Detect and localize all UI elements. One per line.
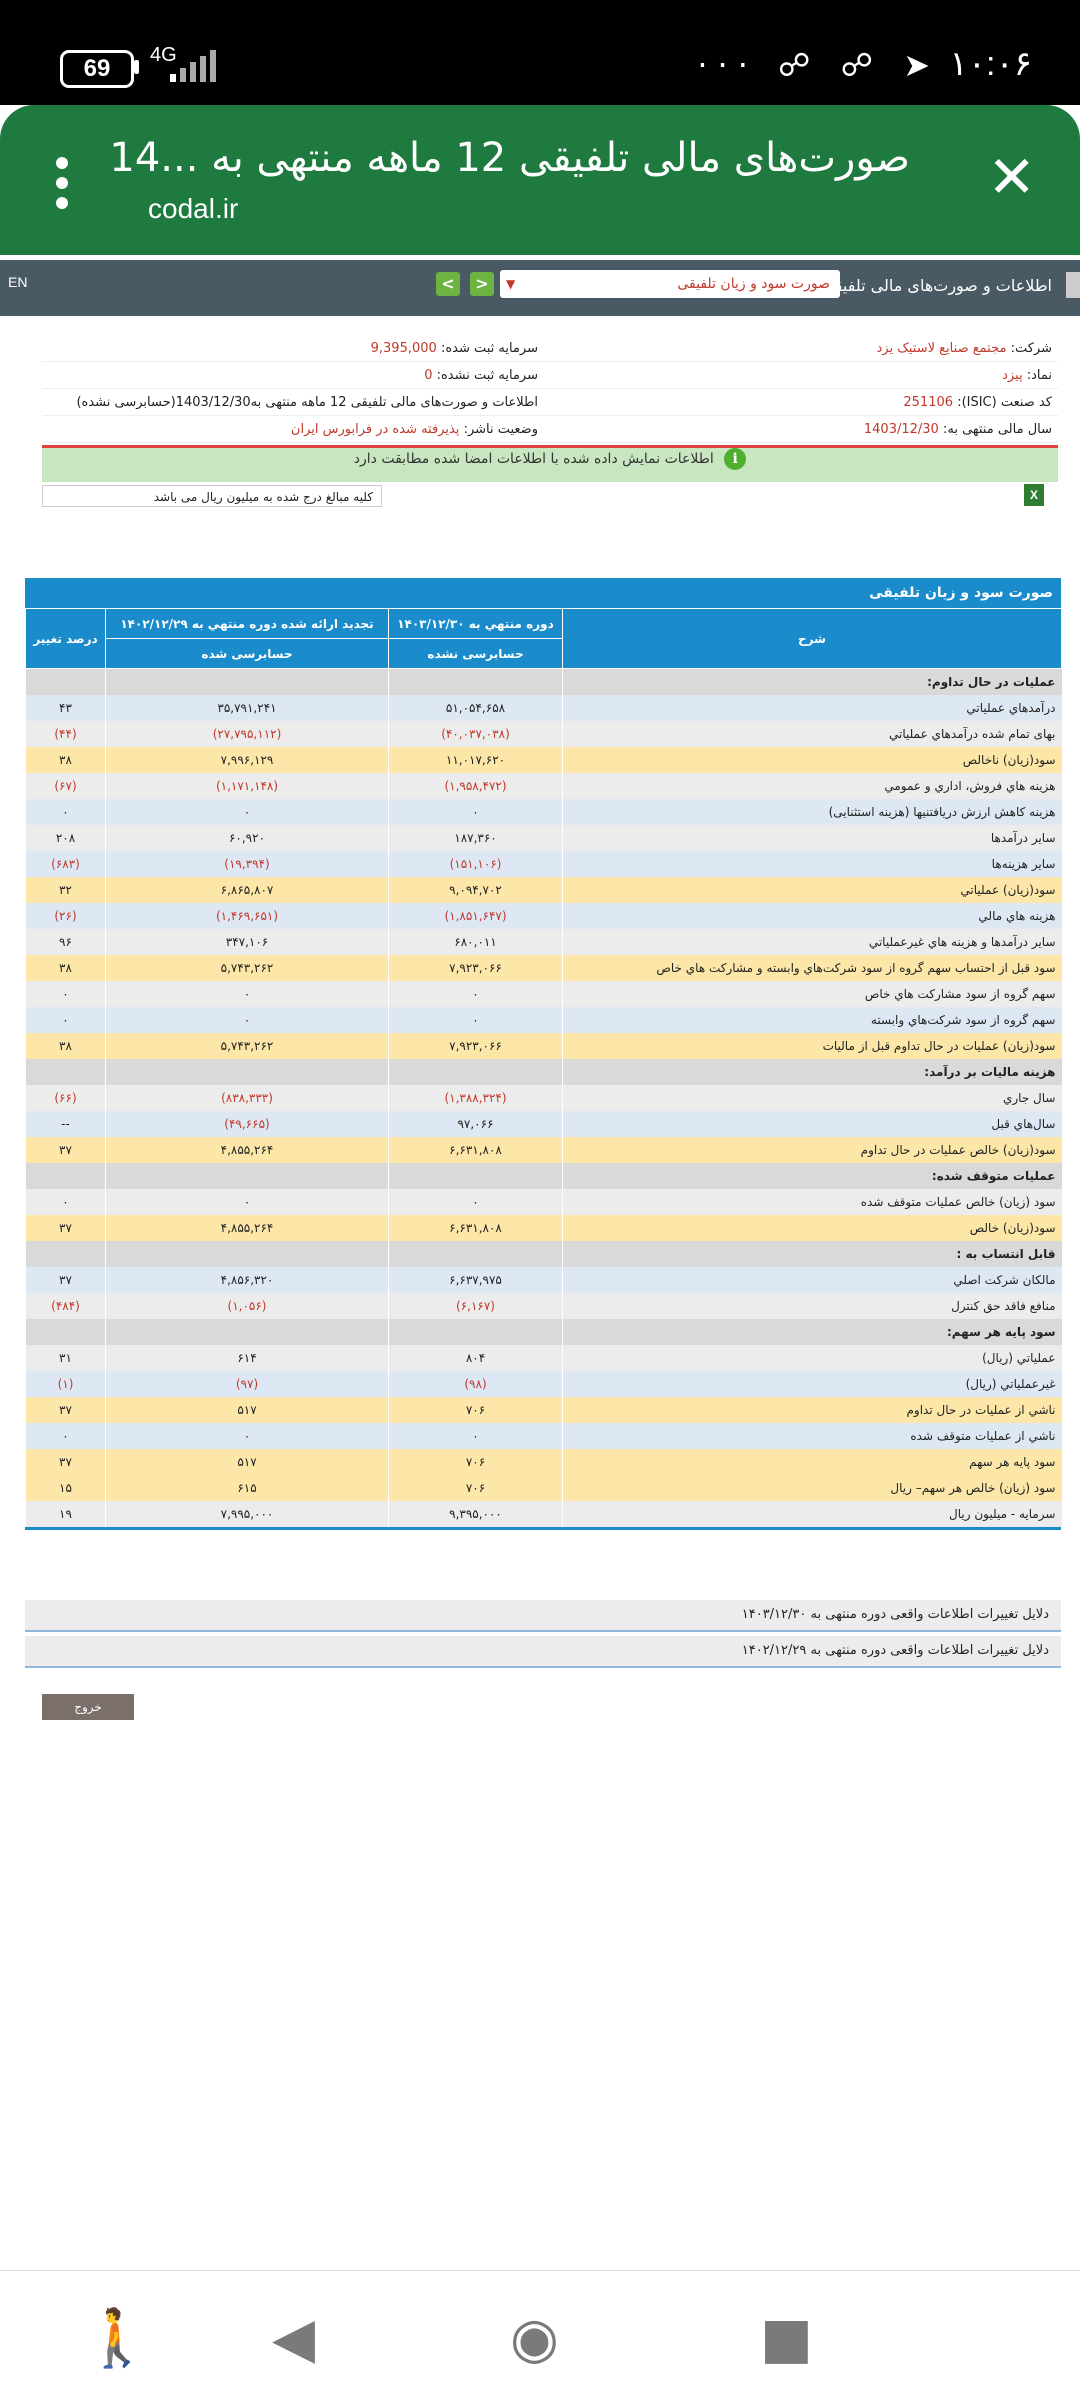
row-prior: ۶۱۴ (106, 1345, 389, 1371)
row-change: ۳۱ (26, 1345, 106, 1371)
reason-row[interactable]: دلایل تغییرات اطلاعات واقعی دوره منتهی به ۱۴۰۳/۱۲/۳۰ (25, 1600, 1061, 1632)
reason-row[interactable]: دلایل تغییرات اطلاعات واقعی دوره منتهی به ۱۴۰۲/۱۲/۲۹ (25, 1636, 1061, 1668)
capital-unreg-label: سرمایه ثبت نشده: (436, 368, 538, 383)
prev-report-button[interactable]: < (436, 272, 460, 296)
row-current: ۷,۹۲۳,۰۶۶ (389, 1033, 563, 1059)
header-audit-prior: حسابرسی شده (106, 639, 389, 669)
more-menu-icon[interactable] (52, 157, 72, 221)
verified-text: اطلاعات نمایش داده شده با اطلاعات امضا شده مطابقت دارد (353, 451, 714, 467)
chevron-down-icon: ▼ (506, 277, 516, 291)
header-period: دوره منتهي به ۱۴۰۳/۱۲/۳۰ (389, 609, 563, 639)
row-current: ۹,۳۹۵,۰۰۰ (389, 1501, 563, 1527)
row-label: سود(زيان) عملياتي (563, 877, 1062, 903)
print-icon[interactable] (1066, 272, 1080, 298)
row-prior: (۱,۱۷۱,۱۴۸) (106, 773, 389, 799)
row-current: ۷۰۶ (389, 1397, 563, 1423)
exit-button[interactable]: خروج (42, 1694, 134, 1720)
row-label: سود(زيان) عمليات در حال تداوم قبل از ماليات (563, 1033, 1062, 1059)
table-row (26, 955, 1062, 981)
row-current (389, 1241, 563, 1267)
row-prior (106, 1241, 389, 1267)
row-label: سهم گروه از سود مشارکت هاي خاص (563, 981, 1062, 1007)
row-current: ۹۷,۰۶۶ (389, 1111, 563, 1137)
info-icon: i (724, 448, 746, 470)
row-current: ۹,۰۹۴,۷۰۲ (389, 877, 563, 903)
clock: ۱۰:۰۶ (949, 45, 1032, 83)
row-current: ۱۱,۰۱۷,۶۲۰ (389, 747, 563, 773)
row-prior: ۶۰,۹۲۰ (106, 825, 389, 851)
report-select[interactable] (500, 270, 840, 298)
row-prior: ۵۱۷ (106, 1397, 389, 1423)
header-prior: تجدید ارائه شده دوره منتهي به ۱۴۰۲/۱۲/۲۹ (106, 609, 389, 639)
close-icon[interactable]: ✕ (987, 143, 1036, 211)
row-label: سود (زيان) خالص عمليات متوقف شده (563, 1189, 1062, 1215)
row-current: (۹۸) (389, 1371, 563, 1397)
capital-reg-value: 9,395,000 (370, 341, 437, 356)
row-current: (۴۰,۰۳۷,۰۳۸) (389, 721, 563, 747)
table-row (26, 773, 1062, 799)
table-row (26, 1111, 1062, 1137)
row-current: ۷,۹۲۳,۰۶۶ (389, 955, 563, 981)
row-change: (۶۷) (26, 773, 106, 799)
row-label: هزینه مالیات بر درآمد: (563, 1059, 1062, 1085)
row-current (389, 1319, 563, 1345)
table-row (26, 929, 1062, 955)
publisher-label: وضعیت ناشر: (463, 422, 538, 437)
row-label: منافع فاقد حق کنترل (563, 1293, 1062, 1319)
row-label: سود(زيان) ناخالص (563, 747, 1062, 773)
table-row (26, 747, 1062, 773)
row-prior: ۰ (106, 1007, 389, 1033)
row-change: ۳۲ (26, 877, 106, 903)
next-report-button[interactable]: > (470, 272, 494, 296)
page-title: صورت‌های مالی تلفیقی 12 ماهه منتهی به ...14 (109, 135, 910, 181)
table-row (26, 903, 1062, 929)
row-label: سال جاري (563, 1085, 1062, 1111)
row-label: عملیات متوقف شده: (563, 1163, 1062, 1189)
row-prior (106, 669, 389, 696)
header-audit-current: حسابرسی نشده (389, 639, 563, 669)
income-statement (25, 578, 1061, 1530)
accessibility-icon[interactable]: 🚶 (82, 2306, 152, 2371)
row-label: سود(زيان) خالص (563, 1215, 1062, 1241)
table-row (26, 695, 1062, 721)
income-table (25, 608, 1062, 1527)
publisher-value: پذیرفته شده در فرابورس ایران (290, 422, 460, 437)
capital-unreg-value: 0 (424, 368, 433, 383)
row-change: ۰ (26, 981, 106, 1007)
signal-icon (170, 50, 230, 82)
row-current: (۱,۹۵۸,۴۷۲) (389, 773, 563, 799)
section-row (26, 1059, 1062, 1085)
home-icon[interactable]: ◉ (510, 2306, 559, 2371)
company-label: شرکت: (1010, 341, 1052, 356)
row-prior: ۶۱۵ (106, 1475, 389, 1501)
row-change: ۱۵ (26, 1475, 106, 1501)
row-label: سهم گروه از سود شرکت‌هاي وابسته (563, 1007, 1062, 1033)
row-change: ۰ (26, 1007, 106, 1033)
row-change: ۱۹ (26, 1501, 106, 1527)
row-current: ۶,۶۳۷,۹۷۵ (389, 1267, 563, 1293)
row-current (389, 1059, 563, 1085)
table-row (26, 1189, 1062, 1215)
row-change: ۳۷ (26, 1137, 106, 1163)
row-prior: ۷,۹۹۶,۱۲۹ (106, 747, 389, 773)
table-row (26, 1475, 1062, 1501)
row-current: (۶,۱۶۷) (389, 1293, 563, 1319)
row-prior: (۱,۴۶۹,۶۵۱) (106, 903, 389, 929)
row-change: ۳۷ (26, 1215, 106, 1241)
row-label: بهاى تمام شده درآمدهاي عملياتي (563, 721, 1062, 747)
row-change: ۳۷ (26, 1397, 106, 1423)
table-row (26, 1423, 1062, 1449)
row-prior (106, 1059, 389, 1085)
row-prior (106, 1319, 389, 1345)
table-row (26, 877, 1062, 903)
row-change (26, 1319, 106, 1345)
row-current: (۱۵۱,۱۰۶) (389, 851, 563, 877)
capital-reg-label: سرمایه ثبت شده: (440, 341, 538, 356)
row-label: هزينه‏ هاي فروش، اداري و عمومي (563, 773, 1062, 799)
row-prior: ۰ (106, 1189, 389, 1215)
table-row (26, 1345, 1062, 1371)
company-value: مجتمع صنايع لاستيک يزد (876, 341, 1007, 356)
battery-indicator: 69 (60, 50, 134, 88)
symbol-label: نماد: (1026, 368, 1052, 383)
row-current: ۱۸۷,۳۶۰ (389, 825, 563, 851)
row-label: ساير درآمدها و هزينه ‏هاي غيرعملياتي (563, 929, 1062, 955)
row-label: ساير درآمدها (563, 825, 1062, 851)
row-label: سود پايه هر سهم (563, 1449, 1062, 1475)
row-prior: ۴,۸۵۶,۳۲۰ (106, 1267, 389, 1293)
browser-header (0, 105, 1080, 255)
excel-export-icon[interactable]: X (1024, 484, 1044, 506)
row-current: ۷۰۶ (389, 1449, 563, 1475)
company-info (42, 335, 1058, 482)
table-row (26, 1397, 1062, 1423)
row-label: ناشي از عمليات متوقف شده (563, 1423, 1062, 1449)
row-change: (۲۶) (26, 903, 106, 929)
row-prior: ۷,۹۹۵,۰۰۰ (106, 1501, 389, 1527)
row-current: ۷۰۶ (389, 1475, 563, 1501)
row-current: (۱,۳۸۸,۳۲۴) (389, 1085, 563, 1111)
section-row (26, 1319, 1062, 1345)
row-change: -- (26, 1111, 106, 1137)
table-row (26, 825, 1062, 851)
section-title: اطلاعات و صورت‌های مالی تلفیقی (821, 276, 1052, 295)
isic-value: 251106 (903, 395, 954, 410)
row-label: سرمایه - میلیون ریال (563, 1501, 1062, 1527)
row-label: قابل انتساب به : (563, 1241, 1062, 1267)
row-current (389, 669, 563, 696)
row-prior: ۴,۸۵۵,۲۶۴ (106, 1215, 389, 1241)
row-change: ۳۸ (26, 1033, 106, 1059)
table-row (26, 1501, 1062, 1527)
row-change: ۰ (26, 1189, 106, 1215)
isic-label: کد صنعت (ISIC): (957, 395, 1052, 410)
row-change: ۹۶ (26, 929, 106, 955)
row-current: ۰ (389, 1423, 563, 1449)
verified-banner (42, 448, 1058, 482)
report-select-value: صورت سود و زیان تلفیقی (677, 276, 830, 292)
row-prior: ۵۱۷ (106, 1449, 389, 1475)
table-row (26, 799, 1062, 825)
row-current: ۶,۶۳۱,۸۰۸ (389, 1137, 563, 1163)
section-row (26, 669, 1062, 696)
row-prior: ۵,۷۴۳,۲۶۲ (106, 955, 389, 981)
row-label: عملياتي (ريال) (563, 1345, 1062, 1371)
row-prior: ۰ (106, 1423, 389, 1449)
table-row (26, 1007, 1062, 1033)
row-change: ۲۰۸ (26, 825, 106, 851)
row-current: ۶۸۰,۰۱۱ (389, 929, 563, 955)
unit-note: کلیه مبالغ درج شده به میلیون ریال می باشد (42, 485, 382, 507)
back-icon[interactable]: ◀ (272, 2306, 316, 2371)
row-label: سود(زيان) خالص عمليات در حال تداوم (563, 1137, 1062, 1163)
table-title: صورت سود و زیان تلفیقی (25, 578, 1061, 608)
row-change: ۳۷ (26, 1267, 106, 1293)
row-label: سود (زيان) خالص هر سهم– ريال (563, 1475, 1062, 1501)
row-change: (۱) (26, 1371, 106, 1397)
language-toggle[interactable]: EN (8, 274, 28, 290)
row-label: عملیات در حال تداوم: (563, 669, 1062, 696)
status-bar (0, 0, 1080, 105)
row-prior: ۵,۷۴۳,۲۶۲ (106, 1033, 389, 1059)
row-label: سود پایه هر سهم: (563, 1319, 1062, 1345)
row-prior: ۳۴۷,۱۰۶ (106, 929, 389, 955)
row-label: مالکان شرکت اصلي (563, 1267, 1062, 1293)
row-current: ۵۱,۰۵۴,۶۵۸ (389, 695, 563, 721)
row-prior: ۴,۸۵۵,۲۶۴ (106, 1137, 389, 1163)
section-row (26, 1163, 1062, 1189)
row-label: ناشي از عمليات در حال تداوم (563, 1397, 1062, 1423)
table-row (26, 1085, 1062, 1111)
row-prior: (۹۷) (106, 1371, 389, 1397)
table-row (26, 1033, 1062, 1059)
row-prior: ۰ (106, 799, 389, 825)
table-row (26, 1293, 1062, 1319)
table-row (26, 981, 1062, 1007)
row-change: (۶۶) (26, 1085, 106, 1111)
row-change: ۰ (26, 1423, 106, 1449)
row-prior: ۶,۸۶۵,۸۰۷ (106, 877, 389, 903)
row-label: درآمدهاي عملياتي (563, 695, 1062, 721)
row-current: ۰ (389, 1189, 563, 1215)
notification-icons: ··· ☍ ☍ ➤ (697, 46, 940, 84)
row-label: سود قبل از احتساب سهم گروه از سود شرکت‌هاي وابسته و مشارکت هاي خاص (563, 955, 1062, 981)
row-current: ۸۰۴ (389, 1345, 563, 1371)
row-change (26, 1241, 106, 1267)
report-nav-bar (0, 260, 1080, 316)
row-label: غيرعملياتي (ريال) (563, 1371, 1062, 1397)
table-row (26, 721, 1062, 747)
row-current (389, 1163, 563, 1189)
row-prior: ۰ (106, 981, 389, 1007)
table-row (26, 851, 1062, 877)
row-current: ۰ (389, 981, 563, 1007)
row-current: ۰ (389, 799, 563, 825)
row-prior: ۳۵,۷۹۱,۲۴۱ (106, 695, 389, 721)
section-row (26, 1241, 1062, 1267)
table-row (26, 1137, 1062, 1163)
row-prior: (۴۹,۶۶۵) (106, 1111, 389, 1137)
row-label: هزينه‏ هاي مالي (563, 903, 1062, 929)
row-label: سال‌هاي قبل (563, 1111, 1062, 1137)
row-change (26, 1163, 106, 1189)
fiscal-value: 1403/12/30 (863, 422, 939, 437)
row-change: ۴۳ (26, 695, 106, 721)
row-change: (۶۸۳) (26, 851, 106, 877)
row-current: ۶,۶۳۱,۸۰۸ (389, 1215, 563, 1241)
row-current: ۰ (389, 1007, 563, 1033)
network-type: 4G (150, 44, 177, 66)
row-change (26, 669, 106, 696)
row-change: ۳۸ (26, 955, 106, 981)
symbol-value: پیزد (1002, 368, 1023, 383)
table-row (26, 1267, 1062, 1293)
row-current: (۱,۸۵۱,۶۴۷) (389, 903, 563, 929)
header-desc: شرح (563, 609, 1062, 669)
row-prior: (۲۷,۷۹۵,۱۱۲) (106, 721, 389, 747)
fiscal-label: سال مالی منتهی به: (942, 422, 1052, 437)
row-prior: (۸۳۸,۳۳۳) (106, 1085, 389, 1111)
row-change (26, 1059, 106, 1085)
table-row (26, 1371, 1062, 1397)
row-prior (106, 1163, 389, 1189)
system-nav-bar (0, 2270, 1080, 2401)
page-url: codal.ir (148, 193, 239, 224)
recents-icon[interactable]: ■ (760, 2306, 813, 2371)
reasons-section (25, 1600, 1061, 1672)
table-row (26, 1449, 1062, 1475)
row-label: سایر هزینه‌ها (563, 851, 1062, 877)
row-change: ۳۷ (26, 1449, 106, 1475)
row-prior: (۱۹,۳۹۴) (106, 851, 389, 877)
battery-nub (134, 60, 139, 74)
row-change: ۳۸ (26, 747, 106, 773)
table-row (26, 1215, 1062, 1241)
row-label: هزینه کاهش ارزش دریافتنیها (هزینه استثنایی) (563, 799, 1062, 825)
row-prior: (۱,۰۵۶) (106, 1293, 389, 1319)
row-change: (۴۴) (26, 721, 106, 747)
row-change: ۰ (26, 799, 106, 825)
report-description: اطلاعات و صورت‌های مالی تلفیقی 12 ماهه منتهی به1403/12/30(حسابرسی نشده) (76, 395, 538, 410)
row-change: (۴۸۴) (26, 1293, 106, 1319)
table-bottom-border (25, 1527, 1061, 1530)
header-change: درصد تغییر (26, 609, 106, 669)
